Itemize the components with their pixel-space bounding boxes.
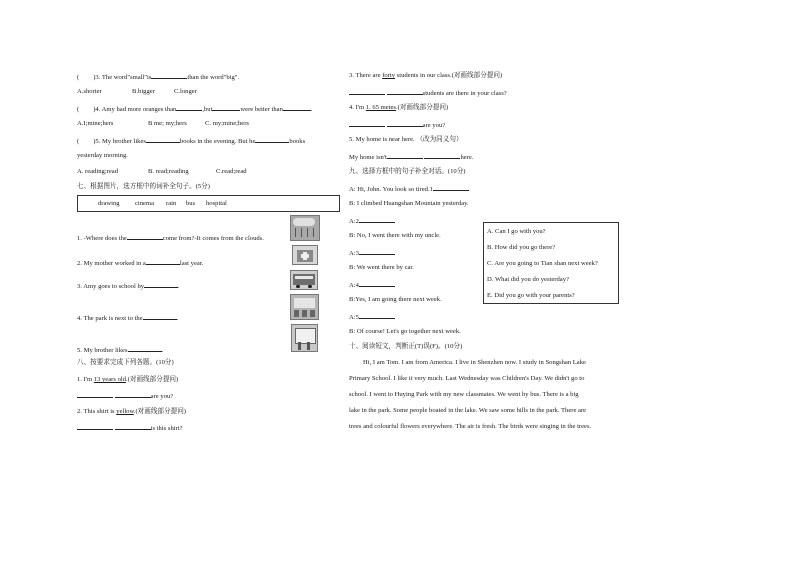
q-instruction: .(对画线部分提问)	[126, 376, 179, 383]
option-c: C. Are you going to Tian shan next week?	[487, 260, 598, 267]
answer-tail: are you?	[422, 122, 446, 129]
blank[interactable]	[359, 280, 395, 287]
blank[interactable]	[424, 152, 460, 159]
underlined-phrase: 13 years old	[93, 376, 126, 383]
q4-text: )4. Amy had more oranges than	[93, 106, 177, 113]
blank[interactable]	[255, 136, 289, 143]
sec8-q1	[77, 376, 178, 384]
underlined-phrase: yellow	[116, 408, 134, 415]
item-text: 3. Amy goes to school by	[77, 283, 145, 290]
sec7-item-3	[77, 281, 180, 291]
blank[interactable]	[359, 312, 395, 319]
sec8-q2-answer	[77, 423, 183, 433]
q-text: 1. I'm	[77, 376, 94, 383]
sec8-q5: 5. My home is near here. （改为同义句）	[349, 136, 463, 143]
blank[interactable]	[359, 248, 395, 255]
passage-line-1: Hi, I am Tom. I am from America. I live in Shenzhen now. I study in Songshan Lake	[363, 359, 586, 366]
answer-tail: is this shirt?	[150, 425, 183, 432]
section-7-title: 七、根据图片，选方框中的词补全句子。(5分)	[77, 183, 210, 190]
item-text: 2. My mother worked in a	[77, 260, 146, 267]
hospital-picture	[292, 245, 318, 265]
blank[interactable]	[146, 136, 180, 143]
option-a: A. Can I go with you?	[487, 228, 546, 235]
question-4	[77, 104, 313, 114]
q5-option-b: B. read;reading	[148, 168, 189, 175]
blank[interactable]	[115, 423, 151, 430]
line-text: A:2	[349, 218, 359, 225]
q3-option-c: C.longer	[174, 88, 197, 95]
item-tail: .	[176, 315, 179, 322]
item-text: 4. The park is next to the	[77, 315, 143, 322]
dialogue-line-9	[349, 312, 395, 322]
q4-option-b: B me; my;hers	[148, 120, 187, 127]
q5-text: )5. My brother likes	[93, 138, 146, 145]
word-bank-item: cinema	[135, 200, 155, 207]
rain-clouds-picture	[290, 215, 320, 241]
answer-head: My home isn't	[349, 154, 387, 161]
blank[interactable]	[283, 104, 311, 111]
line-text: A:3	[349, 250, 359, 257]
sec8-q3	[349, 72, 502, 80]
answer-tail: here.	[460, 154, 474, 161]
option-d: D. What did you do yesterday?	[487, 276, 569, 283]
options-box	[483, 222, 619, 304]
question-3	[77, 72, 239, 82]
blank[interactable]	[176, 104, 202, 111]
line-text: A:5	[349, 314, 359, 321]
word-bank-item: rain	[166, 200, 177, 207]
sec8-q4-answer	[349, 120, 445, 130]
item-text: 1. -Where does the	[77, 235, 127, 242]
cinema-picture	[290, 294, 319, 320]
blank[interactable]	[77, 391, 113, 398]
dialogue-line-8: B:Yes, I am going there next week.	[349, 296, 442, 303]
paren-open: (	[77, 74, 80, 81]
dialogue-line-4: B: No, I went there with my uncle.	[349, 232, 441, 239]
dialogue-line-2: B: I climbed Huangshan Mountain yesterday.	[349, 200, 469, 207]
sec8-q3-answer	[349, 88, 507, 98]
question-5	[77, 136, 305, 146]
q-text: 2. This shirt is	[77, 408, 117, 415]
q3-text: )3. The word"small"is	[93, 74, 152, 81]
answer-tail: students are there in your class?	[422, 90, 507, 97]
q5-mid: books in the evening. But he	[179, 138, 256, 145]
q-text: 4. I'm	[349, 104, 366, 111]
q4-option-c: C. my;mine;hers	[205, 120, 249, 127]
passage-line-5: trees and colourful flowers everywhere. The air is fresh. The birds were singing in the trees.	[349, 423, 592, 430]
sec8-q1-answer	[77, 391, 173, 401]
sec7-item-4	[77, 313, 178, 323]
dialogue-line-10: B: Of course! Let's go together next week.	[349, 328, 461, 335]
item-tail: .	[161, 347, 164, 354]
dialogue-line-7	[349, 280, 395, 290]
blank[interactable]	[151, 72, 187, 79]
q-instruction: .(对画线部分提问)	[133, 408, 186, 415]
blank[interactable]	[143, 313, 177, 320]
item-text: 5. My brother likes	[77, 347, 128, 354]
passage-line-2: Primary School. I like it very much. Last Wednesday was Children's Day. We didn't go to	[349, 375, 585, 382]
q-instruction: students in our class.(对画线部分提问)	[395, 72, 503, 79]
q3-tail: than the word"big".	[187, 74, 240, 81]
blank[interactable]	[77, 423, 113, 430]
underlined-phrase: forty	[382, 72, 396, 79]
item-tail: last year.	[179, 260, 204, 267]
q4-end: .	[310, 106, 313, 113]
drawing-picture	[291, 324, 318, 352]
sec8-q5-answer	[349, 152, 473, 162]
q3-option-a: A.shorter	[77, 88, 102, 95]
dialogue-line-3	[349, 216, 395, 226]
paren-open: (	[77, 138, 80, 145]
blank[interactable]	[387, 120, 423, 127]
option-b: B. How did you go there?	[487, 244, 556, 251]
word-bank-box	[77, 195, 340, 212]
section-9-title: 九、选择方框中的句子补全对话。(10分)	[349, 168, 466, 175]
section-10-title: 十、阅读短文，判断正(T)误(F)。(10分)	[349, 343, 463, 350]
q5-line2: yesterday morning.	[77, 152, 128, 159]
section-8-title: 八、按要求完成下列各题。(10分)	[77, 359, 174, 366]
blank[interactable]	[115, 391, 151, 398]
item-tail: .	[178, 283, 180, 290]
dialogue-line-6: B: We went there by car.	[349, 264, 414, 271]
q-instruction: .(对画线部分提问)	[395, 104, 449, 111]
sec8-q4	[349, 104, 448, 112]
blank[interactable]	[144, 281, 178, 288]
blank[interactable]	[387, 88, 423, 95]
q3-option-b: B.bigger	[132, 88, 155, 95]
line-text: A:4	[349, 282, 359, 289]
line-text: A: Hi, John. You look so tired.1	[349, 186, 433, 193]
underlined-phrase: 1. 65 metes	[365, 104, 396, 111]
dialogue-line-5	[349, 248, 395, 258]
q-text: 3. There are	[349, 72, 383, 79]
passage-line-4: lake in the park. Some people boated in the lake. We saw some hills in the park. There are	[349, 407, 587, 414]
passage-line-3: school. I went to Huying Park with my new classmates. We went by bus. There is a big	[349, 391, 579, 398]
dialogue-line-1	[349, 184, 469, 194]
blank[interactable]	[387, 152, 423, 159]
sec8-q2	[77, 408, 186, 416]
blank[interactable]	[212, 104, 240, 111]
word-bank-item: drawing	[98, 200, 120, 207]
item-tail: come from?-It comes from the clouds.	[162, 235, 264, 242]
q4-mid: ,but	[202, 106, 213, 113]
blank[interactable]	[433, 184, 469, 191]
q5-option-c: C.read;read	[216, 168, 247, 175]
blank[interactable]	[349, 88, 385, 95]
blank[interactable]	[359, 216, 395, 223]
q5-tail: books	[289, 138, 306, 145]
q4-tail: were better than	[240, 106, 283, 113]
q4-option-a: A.I;mine;hers	[77, 120, 114, 127]
blank[interactable]	[128, 345, 162, 352]
word-bank-item: hospital	[206, 200, 227, 207]
sec7-item-5	[77, 345, 163, 355]
bus-picture	[290, 270, 318, 290]
blank[interactable]	[349, 120, 385, 127]
answer-tail: are you?	[150, 393, 174, 400]
sec7-item-1	[77, 233, 264, 243]
word-bank-item: bus	[186, 200, 196, 207]
sec7-item-2	[77, 258, 203, 268]
paren-open: (	[77, 106, 80, 113]
option-e: E. Did you go with your parents?	[487, 292, 575, 299]
q5-option-a: A. reading;read	[77, 168, 119, 175]
blank[interactable]	[146, 258, 180, 265]
blank[interactable]	[127, 233, 163, 240]
